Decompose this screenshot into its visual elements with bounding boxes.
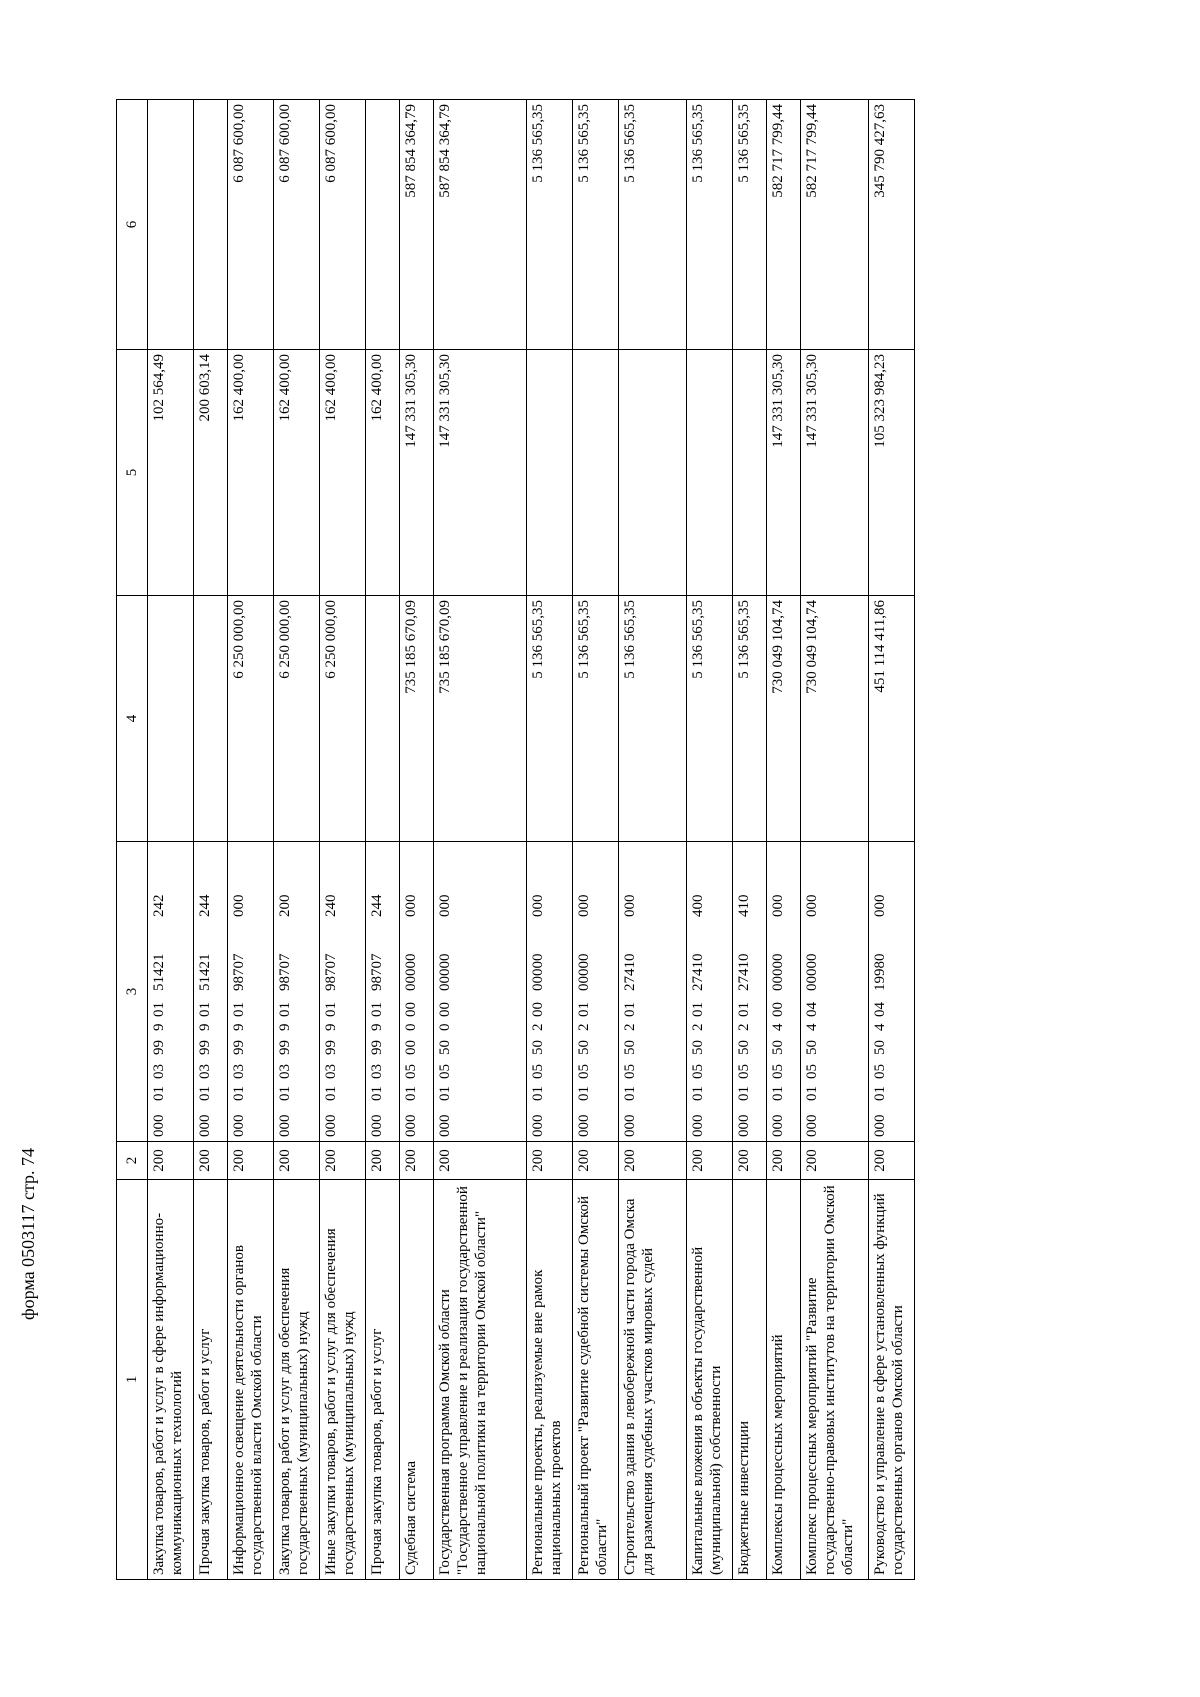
table-row <box>527 100 573 1580</box>
code-segment: 01 <box>277 1002 293 1017</box>
code-segment: 9 <box>277 1023 293 1031</box>
code-segment: 4 <box>770 1023 786 1031</box>
line-code: 200 <box>366 1142 400 1180</box>
code-segment: 4 <box>872 1023 888 1031</box>
column-header: 5 <box>117 350 148 596</box>
approved-value <box>194 596 228 842</box>
code-segment: 000 <box>323 1114 339 1137</box>
code-segment: 000 <box>576 894 592 917</box>
code-segment: 98707 <box>369 953 385 991</box>
table-row <box>687 100 733 1580</box>
table-body <box>148 100 915 1580</box>
column-header: 1 <box>117 1180 148 1580</box>
code-segment: 01 <box>323 1002 339 1017</box>
line-code: 200 <box>687 1142 733 1180</box>
code-segment: 000 <box>437 1114 453 1137</box>
budget-classification-code <box>194 842 228 1142</box>
code-segment: 01 <box>622 1086 638 1101</box>
executed-value <box>733 350 767 596</box>
code-segment: 04 <box>872 1002 888 1017</box>
executed-value <box>687 350 733 596</box>
line-code: 200 <box>527 1142 573 1180</box>
line-code: 200 <box>274 1142 320 1180</box>
budget-classification-code <box>733 842 767 1142</box>
code-segment: 50 <box>437 1040 453 1055</box>
budget-classification-code <box>767 842 801 1142</box>
code-segment: 99 <box>277 1040 293 1055</box>
table-row <box>274 100 320 1580</box>
code-segment: 01 <box>437 1086 453 1101</box>
unexecuted-value: 587 854 364,79 <box>400 100 434 350</box>
table-row <box>573 100 619 1580</box>
code-segment: 01 <box>804 1086 820 1101</box>
code-segment: 50 <box>576 1040 592 1055</box>
report-table <box>116 99 915 1580</box>
code-segment: 05 <box>622 1064 638 1079</box>
approved-value: 735 185 670,09 <box>434 596 527 842</box>
executed-value <box>573 350 619 596</box>
budget-classification-code <box>400 842 434 1142</box>
line-code: 200 <box>194 1142 228 1180</box>
code-segment: 000 <box>437 894 453 917</box>
unexecuted-value: 582 717 799,44 <box>767 100 801 350</box>
executed-value: 147 331 305,30 <box>434 350 527 596</box>
table-row <box>366 100 400 1580</box>
row-name: Судебная система <box>400 1180 434 1580</box>
column-header: 6 <box>117 100 148 350</box>
code-segment: 0 <box>437 1023 453 1031</box>
code-segment: 00 <box>437 1002 453 1017</box>
code-segment: 000 <box>804 1114 820 1137</box>
approved-value: 730 049 104,74 <box>801 596 869 842</box>
code-segment: 9 <box>151 1023 167 1031</box>
rotated-page <box>116 100 1066 1580</box>
code-segment: 05 <box>770 1064 786 1079</box>
code-segment: 50 <box>690 1040 706 1055</box>
header-row <box>117 100 148 1580</box>
code-segment: 400 <box>690 894 706 917</box>
code-segment: 27410 <box>736 953 752 991</box>
row-name: Бюджетные инвестиции <box>733 1180 767 1580</box>
code-segment: 05 <box>530 1064 546 1079</box>
code-segment: 99 <box>323 1040 339 1055</box>
code-segment: 01 <box>736 1086 752 1101</box>
budget-classification-code <box>228 842 274 1142</box>
code-segment: 03 <box>231 1064 247 1079</box>
code-segment: 01 <box>770 1086 786 1101</box>
code-segment: 99 <box>197 1040 213 1055</box>
unexecuted-value <box>366 100 400 350</box>
code-segment: 99 <box>369 1040 385 1055</box>
code-segment: 200 <box>277 894 293 917</box>
row-name: Прочая закупка товаров, работ и услуг <box>194 1180 228 1580</box>
code-segment: 01 <box>277 1086 293 1101</box>
code-segment: 01 <box>369 1086 385 1101</box>
code-segment: 9 <box>197 1023 213 1031</box>
code-segment: 05 <box>872 1064 888 1079</box>
table-row <box>194 100 228 1580</box>
line-code: 200 <box>148 1142 194 1180</box>
executed-value: 147 331 305,30 <box>801 350 869 596</box>
unexecuted-value <box>148 100 194 350</box>
row-name: Региональные проекты, реализуемые вне рамок национальных проектов <box>527 1180 573 1580</box>
code-segment: 000 <box>231 894 247 917</box>
budget-classification-code <box>274 842 320 1142</box>
code-segment: 00000 <box>804 953 820 991</box>
code-segment: 00 <box>403 1002 419 1017</box>
code-segment: 01 <box>530 1086 546 1101</box>
code-segment: 2 <box>622 1023 638 1031</box>
code-segment: 000 <box>231 1114 247 1137</box>
table-row <box>228 100 274 1580</box>
line-code: 200 <box>320 1142 366 1180</box>
code-segment: 01 <box>369 1002 385 1017</box>
line-code: 200 <box>767 1142 801 1180</box>
code-segment: 98707 <box>231 953 247 991</box>
approved-value <box>366 596 400 842</box>
budget-classification-code <box>366 842 400 1142</box>
table-row <box>400 100 434 1580</box>
executed-value: 162 400,00 <box>320 350 366 596</box>
code-segment: 05 <box>690 1064 706 1079</box>
executed-value: 102 564,49 <box>148 350 194 596</box>
budget-classification-code <box>527 842 573 1142</box>
table-row <box>148 100 194 1580</box>
code-segment: 2 <box>690 1023 706 1031</box>
code-segment: 00000 <box>403 953 419 991</box>
line-code: 200 <box>801 1142 869 1180</box>
code-segment: 01 <box>403 1086 419 1101</box>
code-segment: 000 <box>736 1114 752 1137</box>
approved-value: 451 114 411,86 <box>869 596 915 842</box>
approved-value: 6 250 000,00 <box>320 596 366 842</box>
code-segment: 000 <box>770 1114 786 1137</box>
row-name: Иные закупки товаров, работ и услуг для обеспечения государственных (муниципальных) нужд <box>320 1180 366 1580</box>
code-segment: 000 <box>403 1114 419 1137</box>
code-segment: 50 <box>530 1040 546 1055</box>
executed-value <box>527 350 573 596</box>
unexecuted-value: 345 790 427,63 <box>869 100 915 350</box>
code-segment: 01 <box>690 1086 706 1101</box>
code-segment: 01 <box>231 1086 247 1101</box>
unexecuted-value: 5 136 565,35 <box>619 100 687 350</box>
row-name: Комплекс процессных мероприятий "Развитие государственно-правовых институтов на территории Омской области" <box>801 1180 869 1580</box>
code-segment: 50 <box>622 1040 638 1055</box>
table-row <box>733 100 767 1580</box>
code-segment: 2 <box>530 1023 546 1031</box>
row-name: Закупка товаров, работ и услуг в сфере информационно-коммуникационных технологий <box>148 1180 194 1580</box>
code-segment: 00000 <box>770 953 786 991</box>
approved-value: 735 185 670,09 <box>400 596 434 842</box>
unexecuted-value: 6 087 600,00 <box>228 100 274 350</box>
unexecuted-value: 6 087 600,00 <box>320 100 366 350</box>
row-name: Региональный проект "Развитие судебной системы Омской области" <box>573 1180 619 1580</box>
code-segment: 000 <box>804 894 820 917</box>
code-segment: 000 <box>369 1114 385 1137</box>
code-segment: 000 <box>770 894 786 917</box>
row-name: Информационное освещение деятельности органов государственной власти Омской области <box>228 1180 274 1580</box>
executed-value: 162 400,00 <box>228 350 274 596</box>
line-code: 200 <box>869 1142 915 1180</box>
code-segment: 00000 <box>437 953 453 991</box>
code-segment: 00000 <box>530 953 546 991</box>
approved-value: 5 136 565,35 <box>573 596 619 842</box>
code-segment: 01 <box>576 1086 592 1101</box>
code-segment: 244 <box>197 894 213 917</box>
row-name: Комплексы процессных мероприятий <box>767 1180 801 1580</box>
code-segment: 9 <box>231 1023 247 1031</box>
approved-value: 6 250 000,00 <box>228 596 274 842</box>
approved-value: 5 136 565,35 <box>527 596 573 842</box>
code-segment: 04 <box>804 1002 820 1017</box>
budget-classification-code <box>148 842 194 1142</box>
code-segment: 000 <box>530 894 546 917</box>
budget-classification-code <box>687 842 733 1142</box>
code-segment: 01 <box>151 1002 167 1017</box>
code-segment: 410 <box>736 894 752 917</box>
budget-classification-code <box>869 842 915 1142</box>
unexecuted-value: 6 087 600,00 <box>274 100 320 350</box>
code-segment: 99 <box>151 1040 167 1055</box>
executed-value: 105 323 984,23 <box>869 350 915 596</box>
code-segment: 000 <box>530 1114 546 1137</box>
code-segment: 000 <box>622 894 638 917</box>
row-name: Руководство и управление в сфере установленных функций государственных органов Омской области <box>869 1180 915 1580</box>
code-segment: 01 <box>197 1002 213 1017</box>
code-segment: 50 <box>872 1040 888 1055</box>
column-header: 2 <box>117 1142 148 1180</box>
code-segment: 01 <box>872 1086 888 1101</box>
table-row <box>801 100 869 1580</box>
executed-value: 162 400,00 <box>366 350 400 596</box>
approved-value: 5 136 565,35 <box>687 596 733 842</box>
row-name: Государственная программа Омской области "Государственное управление и реализация государственной национальной политики на территории Омской области" <box>434 1180 527 1580</box>
line-code: 200 <box>619 1142 687 1180</box>
table-row <box>434 100 527 1580</box>
code-segment: 000 <box>197 1114 213 1137</box>
code-segment: 01 <box>197 1086 213 1101</box>
code-segment: 03 <box>277 1064 293 1079</box>
code-segment: 03 <box>197 1064 213 1079</box>
code-segment: 98707 <box>323 953 339 991</box>
code-segment: 51421 <box>151 953 167 991</box>
line-code: 200 <box>400 1142 434 1180</box>
unexecuted-value: 5 136 565,35 <box>687 100 733 350</box>
code-segment: 27410 <box>690 953 706 991</box>
code-segment: 03 <box>323 1064 339 1079</box>
code-segment: 000 <box>622 1114 638 1137</box>
code-segment: 05 <box>403 1064 419 1079</box>
executed-value: 162 400,00 <box>274 350 320 596</box>
code-segment: 03 <box>369 1064 385 1079</box>
approved-value: 6 250 000,00 <box>274 596 320 842</box>
approved-value: 5 136 565,35 <box>733 596 767 842</box>
unexecuted-value <box>194 100 228 350</box>
code-segment: 05 <box>437 1064 453 1079</box>
executed-value: 200 603,14 <box>194 350 228 596</box>
code-segment: 000 <box>403 894 419 917</box>
executed-value <box>619 350 687 596</box>
code-segment: 4 <box>804 1023 820 1031</box>
table-row <box>767 100 801 1580</box>
code-segment: 9 <box>369 1023 385 1031</box>
unexecuted-value: 5 136 565,35 <box>573 100 619 350</box>
row-name: Закупка товаров, работ и услуг для обеспечения государственных (муниципальных) нужд <box>274 1180 320 1580</box>
code-segment: 51421 <box>197 953 213 991</box>
budget-classification-code <box>320 842 366 1142</box>
unexecuted-value: 582 717 799,44 <box>801 100 869 350</box>
budget-classification-code <box>801 842 869 1142</box>
form-header: форма 0503117 стр. 74 <box>18 1147 38 1320</box>
code-segment: 05 <box>576 1064 592 1079</box>
unexecuted-value: 5 136 565,35 <box>527 100 573 350</box>
code-segment: 000 <box>151 1114 167 1137</box>
code-segment: 99 <box>231 1040 247 1055</box>
code-segment: 00000 <box>576 953 592 991</box>
line-code: 200 <box>228 1142 274 1180</box>
code-segment: 05 <box>804 1064 820 1079</box>
line-code: 200 <box>573 1142 619 1180</box>
table-row <box>320 100 366 1580</box>
code-segment: 01 <box>622 1002 638 1017</box>
line-code: 200 <box>733 1142 767 1180</box>
code-segment: 00 <box>530 1002 546 1017</box>
approved-value <box>148 596 194 842</box>
code-segment: 01 <box>151 1086 167 1101</box>
unexecuted-value: 5 136 565,35 <box>733 100 767 350</box>
code-segment: 2 <box>576 1023 592 1031</box>
column-header: 3 <box>117 842 148 1142</box>
code-segment: 240 <box>323 894 339 917</box>
code-segment: 242 <box>151 894 167 917</box>
code-segment: 19980 <box>872 953 888 991</box>
code-segment: 98707 <box>277 953 293 991</box>
code-segment: 244 <box>369 894 385 917</box>
line-code: 200 <box>434 1142 527 1180</box>
code-segment: 01 <box>690 1002 706 1017</box>
budget-classification-code <box>619 842 687 1142</box>
code-segment: 00 <box>770 1002 786 1017</box>
code-segment: 2 <box>736 1023 752 1031</box>
code-segment: 000 <box>872 1114 888 1137</box>
code-segment: 01 <box>576 1002 592 1017</box>
table-row <box>619 100 687 1580</box>
code-segment: 9 <box>323 1023 339 1031</box>
code-segment: 0 <box>403 1023 419 1031</box>
table-row <box>869 100 915 1580</box>
code-segment: 000 <box>872 894 888 917</box>
executed-value: 147 331 305,30 <box>400 350 434 596</box>
column-header: 4 <box>117 596 148 842</box>
code-segment: 000 <box>690 1114 706 1137</box>
code-segment: 50 <box>770 1040 786 1055</box>
code-segment: 01 <box>736 1002 752 1017</box>
code-segment: 01 <box>231 1002 247 1017</box>
code-segment: 27410 <box>622 953 638 991</box>
budget-classification-code <box>434 842 527 1142</box>
code-segment: 00 <box>403 1040 419 1055</box>
code-segment: 50 <box>804 1040 820 1055</box>
row-name: Капитальные вложения в объекты государственной (муниципальной) собственности <box>687 1180 733 1580</box>
executed-value: 147 331 305,30 <box>767 350 801 596</box>
approved-value: 730 049 104,74 <box>767 596 801 842</box>
unexecuted-value: 587 854 364,79 <box>434 100 527 350</box>
code-segment: 50 <box>736 1040 752 1055</box>
code-segment: 000 <box>576 1114 592 1137</box>
budget-classification-code <box>573 842 619 1142</box>
code-segment: 05 <box>736 1064 752 1079</box>
row-name: Прочая закупка товаров, работ и услуг <box>366 1180 400 1580</box>
approved-value: 5 136 565,35 <box>619 596 687 842</box>
code-segment: 03 <box>151 1064 167 1079</box>
row-name: Строительство здания в левобережной части города Омска для размещения судебных участков мировых судей <box>619 1180 687 1580</box>
code-segment: 01 <box>323 1086 339 1101</box>
code-segment: 000 <box>277 1114 293 1137</box>
